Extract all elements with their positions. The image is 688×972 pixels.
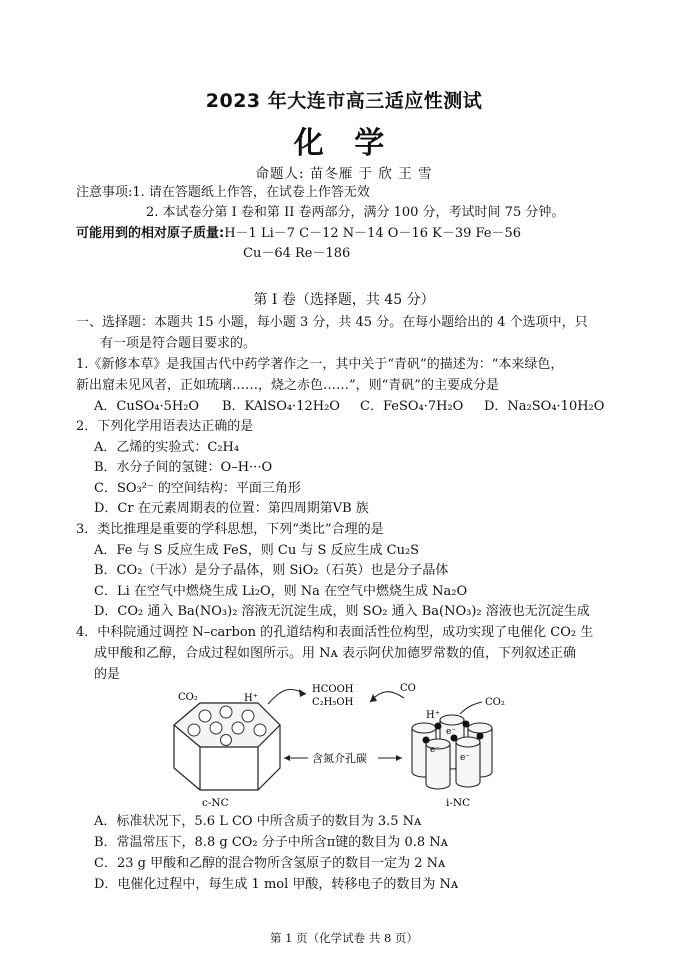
q4-stem-3: 的是 (94, 667, 121, 682)
right-co-label: CO (400, 683, 416, 694)
authors-line: 命题人: 苗冬雁 于 欣 王 雪 (255, 166, 433, 182)
right-co2-label: CO₂ (485, 697, 505, 708)
q4-stem-1: 4．中科院通过调控 N–carbon 的孔道结构和表面活性位构型，成功实现了电催化 CO₂ 生 (76, 625, 594, 640)
q3-option-d: D．CO₂ 通入 Ba(NO₃)₂ 溶液无沉淀生成，则 SO₂ 通入 Ba(NO₃)₂ 溶液也无沉淀生成 (94, 604, 590, 619)
q2-option-b: B．水分子间的氢键：O–H···O (94, 460, 273, 475)
electron-label-2: e⁻ (430, 745, 441, 755)
atomic-mass-values-2: Cu－64 Re－186 (243, 246, 351, 261)
q2-option-a: A．乙烯的实验式：C₂H₄ (94, 440, 240, 455)
q4-option-d: D．电催化过程中，每生成 1 mol 甲酸，转移电子的数目为 Nᴀ (94, 877, 459, 892)
q2-stem: 2．下列化学用语表达正确的是 (76, 419, 254, 434)
right-h-label: H⁺ (426, 710, 440, 721)
co2-inflow-arrow (460, 702, 482, 714)
left-co2-label: CO₂ (178, 692, 198, 703)
q4-option-c: C．23 g 甲酸和乙醇的混合物所含氢原子的数目一定为 2 Nᴀ (94, 856, 446, 871)
section-instruction-1: 一、选择题：本题共 15 小题，每小题 3 分，共 45 分。在每小题给出的 4 个选项中，只 (76, 315, 588, 330)
electron-label-1: e⁻ (446, 727, 457, 737)
q4-option-a: A．标准状况下，5.6 L CO 中所含质子的数目为 3.5 Nᴀ (94, 814, 422, 829)
electrocatalysis-figure (160, 680, 530, 810)
q2-option-d: D．Cr 在元素周期表的位置：第四周期第ⅤB 族 (94, 501, 369, 516)
q4-option-b: B．常温常压下，8.8 g CO₂ 分子中所含π键的数目为 0.8 Nᴀ (94, 835, 448, 850)
notice-line-1 (76, 184, 370, 202)
atomic-mass-line-1 (76, 225, 521, 243)
electron-label-3: e⁻ (460, 753, 471, 763)
section-title: 第 I 卷（选择题，共 45 分） (253, 292, 435, 308)
center-arrowhead-right (396, 755, 402, 761)
page-footer: 第 1 页（化学试卷 共 8 页） (270, 931, 418, 945)
product-ethanol: C₂H₅OH (312, 697, 354, 708)
q4-stem-2: 成甲酸和乙醇，合成过程如图所示。用 Nᴀ 表示阿伏加德罗常数的值，下列叙述正确 (94, 646, 576, 661)
q3-stem: 3．类比推理是重要的学科思想，下列“类比”合理的是 (76, 522, 384, 537)
i-nc-caption: i-NC (446, 797, 471, 809)
right-arrowhead-in (370, 694, 377, 702)
q3-option-a: A．Fe 与 S 反应生成 FeS，则 Cu 与 S 反应生成 Cu₂S (94, 543, 420, 558)
q1-option-d: D．Na₂SO₄·10H₂O (484, 399, 605, 414)
product-formic-acid: HCOOH (312, 684, 354, 695)
notice-item-1: 1. 请在答题纸上作答，在试卷上作答无效 (132, 185, 370, 200)
q1-options (94, 398, 604, 416)
q1-option-c: C．FeSO₄·7H₂O (360, 399, 464, 414)
left-h-label: H⁺ (244, 693, 258, 704)
section-instruction-2: 有一项是符合题目要求的。 (100, 336, 257, 351)
exam-title: 2023 年大连市高三适应性测试 (205, 90, 483, 112)
q1-option-b: B．KAlSO₄·12H₂O (222, 399, 340, 414)
notice-label: 注意事项: (76, 185, 133, 200)
subject-title: 化 学 (293, 126, 395, 161)
center-label: 含氮介孔碳 (312, 752, 367, 765)
q1-stem-1: 1.《新修本草》是我国古代中药学著作之一，其中关于“青矾”的描述为：“本来绿色， (76, 357, 564, 372)
center-arrowhead-left (284, 755, 290, 761)
q1-option-a: A．CuSO₄·5H₂O (94, 399, 200, 414)
atomic-mass-label: 可能用到的相对原子质量: (76, 226, 225, 241)
notice-item-2: 2. 本试卷分第 I 卷和第 II 卷两部分，满分 100 分，考试时间 75 分钟。 (146, 205, 565, 220)
q2-option-c: C．SO₃²⁻ 的空间结构：平面三角形 (94, 481, 301, 496)
q3-option-c: C．Li 在空气中燃烧生成 Li₂O，则 Na 在空气中燃烧生成 Na₂O (94, 584, 468, 599)
q1-stem-2: 新出窟未见风者，正如琉璃……，烧之赤色……”，则“青矾”的主要成分是 (76, 378, 499, 393)
atomic-mass-values-1: H－1 Li－7 C－12 N－14 O－16 K－39 Fe－56 (224, 226, 522, 241)
q3-option-b: B．CO₂（干冰）是分子晶体，则 SiO₂（石英）也是分子晶体 (94, 563, 449, 578)
c-nc-caption: c-NC (202, 797, 229, 809)
